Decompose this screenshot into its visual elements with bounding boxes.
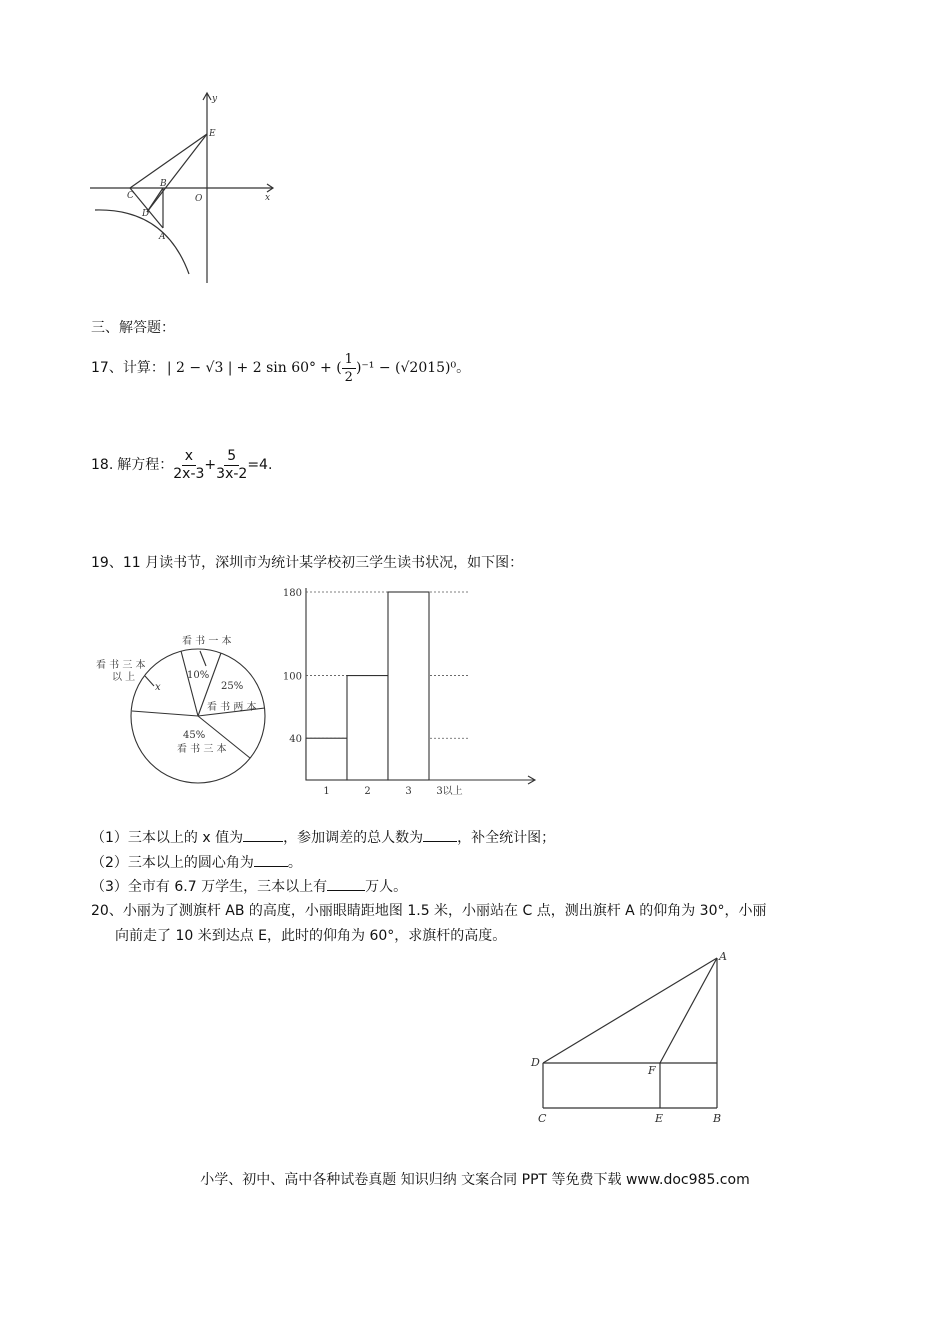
segment-EC xyxy=(130,134,207,188)
q18-rhs: =4. xyxy=(247,457,273,473)
pie-pct-three: 45% xyxy=(183,730,206,741)
arc xyxy=(95,210,189,274)
bar-y-tick-label: 40 xyxy=(289,734,302,746)
pie-label-two: 看 书 两 本 xyxy=(207,702,257,713)
label-E2: E xyxy=(655,1112,664,1125)
label-C2: C xyxy=(538,1112,547,1125)
q18-f1-num: x xyxy=(182,448,196,466)
bar-2 xyxy=(347,676,388,780)
pie-chart xyxy=(90,628,270,788)
pie-pct-one: 10% xyxy=(187,670,210,681)
q18-number: 18. xyxy=(91,457,114,473)
pie-leader-x xyxy=(145,676,154,686)
q19-sub2 xyxy=(91,851,302,873)
bar-1 xyxy=(306,738,347,780)
q18-fraction-2 xyxy=(216,448,247,483)
q19-sub1-a: （1）三本以上的 x 值为 xyxy=(91,830,244,846)
q19-sub2-b: 。 xyxy=(287,855,302,871)
q20-line1: 20、小丽为了测旗杆 AB 的高度，小丽眼睛距地图 1.5 米，小丽站在 C 点，测出旗杆 A 的仰角为 30°，小丽 xyxy=(91,903,767,919)
footer: 小学、初中、高中各种试卷真题 知识归纳 文案合同 PPT 等免费下载 www.doc985.com xyxy=(200,1172,750,1188)
label-A2: A xyxy=(719,950,727,963)
pie-divider-5 xyxy=(132,711,198,716)
figure-coordinate-geometry xyxy=(85,88,285,288)
q17-end: 。 xyxy=(456,360,471,376)
label-D2: D xyxy=(531,1056,540,1069)
q17-number: 17、 xyxy=(91,360,123,376)
q18-lead: 解方程： xyxy=(117,457,174,473)
question-18 xyxy=(91,446,272,484)
q19-sub1-b: ，参加调差的总人数为 xyxy=(283,830,424,846)
label-x: x xyxy=(265,193,271,203)
bar-y-tick-label: 180 xyxy=(282,588,302,599)
label-F2: F xyxy=(648,1064,656,1077)
bar-x-tick-label: 3 xyxy=(405,786,412,797)
question-19-text: 19、11 月读书节，深圳市为统计某学校初三学生读书状况，如下图： xyxy=(91,555,524,571)
q19-sub1 xyxy=(91,826,555,848)
pie-pct-more: x xyxy=(155,682,161,693)
segment-CA xyxy=(130,188,163,228)
label-C: C xyxy=(127,191,134,201)
pie-leader-1 xyxy=(200,651,206,666)
blank-x-value[interactable] xyxy=(243,826,283,842)
blank-count[interactable] xyxy=(327,875,365,891)
q17-frac-num: 1 xyxy=(342,351,356,369)
q17-lead: 计算： xyxy=(122,360,165,376)
section-title: 三、解答题： xyxy=(91,320,175,336)
bar-x-tick-label: 2 xyxy=(364,786,371,797)
bar-x-tick-label: 3以上 xyxy=(436,786,463,797)
pie-label-more-l2: 以 上 xyxy=(112,672,136,683)
q19-sub3-a: （3）全市有 6.7 万学生，三本以上有 xyxy=(91,879,328,895)
q17-frac-den: 2 xyxy=(344,369,353,385)
label-B2: B xyxy=(713,1112,722,1125)
q19-sub1-c: ，补全统计图； xyxy=(457,830,556,846)
label-O: O xyxy=(195,194,203,204)
q18-plus: + xyxy=(204,457,217,473)
q18-f1-den: 2x-3 xyxy=(173,465,205,482)
label-D: D xyxy=(142,209,150,219)
q18-fraction-1 xyxy=(173,448,204,483)
q17-pow: )⁻¹ − (√2015)⁰ xyxy=(355,360,457,376)
pie-label-more-l1: 看 书 三 本 xyxy=(96,660,146,671)
q18-f2-den: 3x-2 xyxy=(216,465,248,482)
line-FA xyxy=(660,958,717,1063)
q17-fraction xyxy=(342,351,356,386)
label-y: y xyxy=(212,94,218,104)
bar-3 xyxy=(388,592,429,780)
bar-x-tick-label: 1 xyxy=(323,786,330,797)
q18-f2-num: 5 xyxy=(224,448,239,466)
label-A: A xyxy=(159,232,166,242)
q17-plus: + ( xyxy=(320,360,342,376)
q20-line2: 向前走了 10 米到达点 E，此时的仰角为 60°，求旗杆的高度。 xyxy=(115,928,507,944)
question-17 xyxy=(91,352,470,384)
q19-sub3 xyxy=(91,875,407,897)
line-DA xyxy=(543,958,717,1063)
pie-divider-1 xyxy=(181,651,198,716)
figure-flagpole xyxy=(505,950,745,1130)
segment-DB xyxy=(147,188,163,212)
bar-y-tick-label: 100 xyxy=(282,671,302,683)
bar-chart xyxy=(270,580,550,800)
label-E: E xyxy=(209,129,216,139)
pie-pct-two: 25% xyxy=(221,681,244,692)
blank-angle[interactable] xyxy=(254,851,288,867)
label-B: B xyxy=(160,179,167,189)
q17-sin: + 2 sin 60° xyxy=(236,360,317,376)
q17-abs: | 2 − √3 | xyxy=(166,360,233,376)
q19-sub3-b: 万人。 xyxy=(365,879,408,895)
blank-total[interactable] xyxy=(423,826,457,842)
pie-label-one: 看 书 一 本 xyxy=(182,636,232,647)
pie-label-three: 看 书 三 本 xyxy=(177,744,227,755)
q19-sub2-a: （2）三本以上的圆心角为 xyxy=(91,855,254,871)
